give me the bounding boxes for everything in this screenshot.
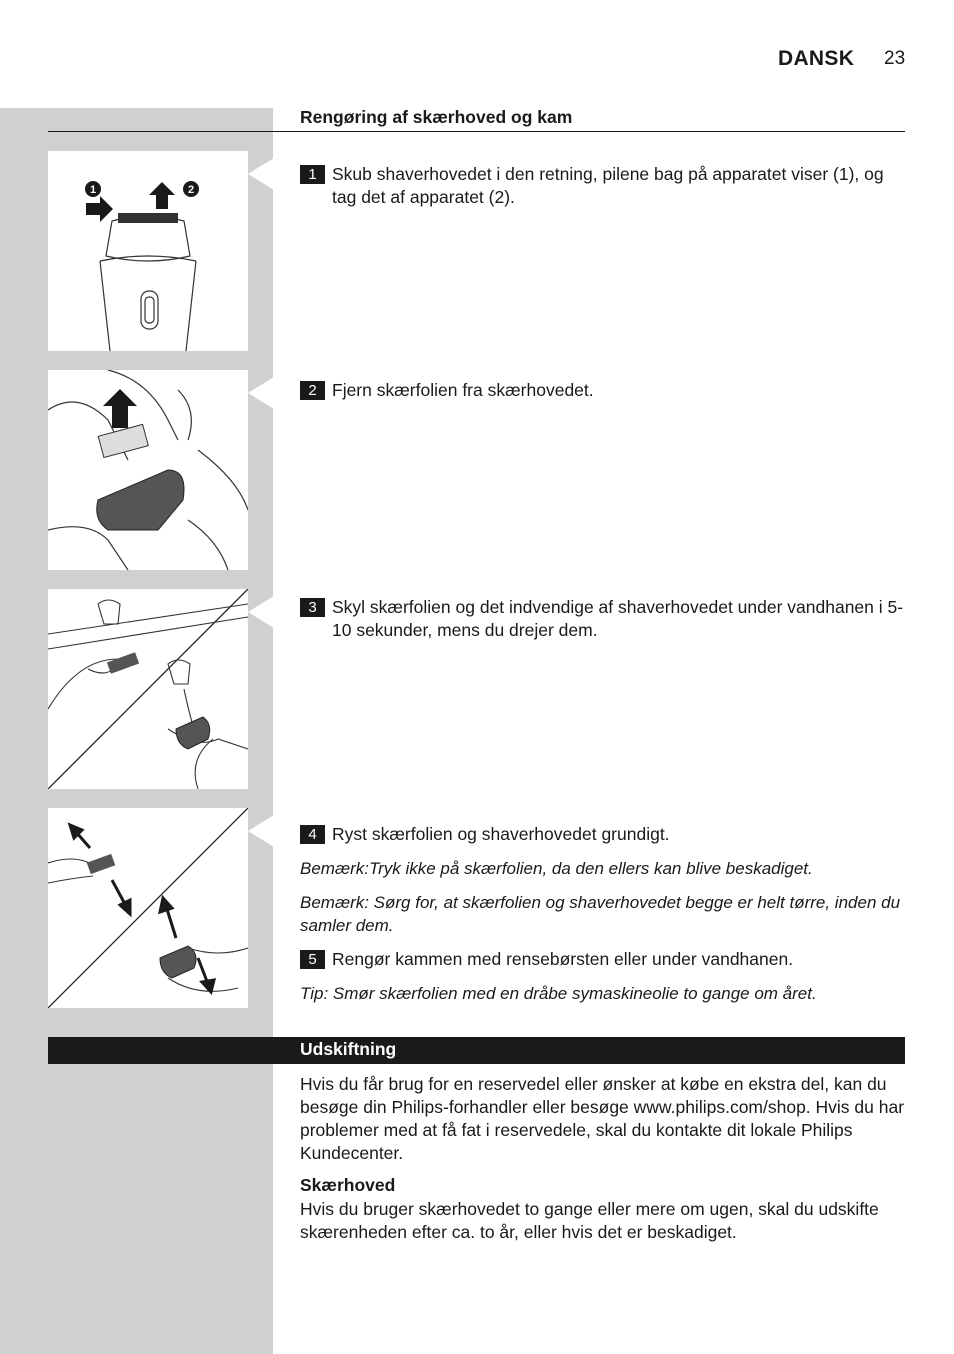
- note-dry-before-assembly: Bemærk: Sørg for, at skærfolien og shaverhovedet begge er helt tørre, inden du samler dem.: [300, 893, 901, 935]
- figure-shake-dry: [48, 808, 248, 1008]
- badge-2-label: 2: [187, 184, 195, 196]
- note-do-not-press-foil: Bemærk:Tryk ikke på skærfolien, da den ellers kan blive beskadiget.: [300, 859, 813, 878]
- header-language: DANSK: [778, 47, 855, 70]
- arrow-up-icon: [103, 389, 137, 428]
- arrow-right-icon: [86, 196, 113, 222]
- badge-1-label: 1: [89, 184, 97, 196]
- replacement-intro: Hvis du får brug for en reservedel eller ønsker at købe en ekstra del, kan du besøge din Philips-forhandler eller besøge www.philips.com/shop. Hvis du har problemer med at få fat i reservedele, skal du kontakte dit lokale Philips Kundecenter.: [300, 1074, 905, 1163]
- step-text: Skub shaverhovedet i den retning, pilene bag på apparatet viser (1), og tag det af apparatet (2).: [332, 164, 884, 207]
- tip-oil: Tip: Smør skærfolien med en dråbe symaskineolie to gange om året.: [300, 984, 817, 1003]
- step-text: Ryst skærfolien og shaverhovedet grundigt.: [332, 824, 670, 844]
- section-divider: [48, 131, 905, 132]
- figure-remove-shaving-head: [48, 151, 248, 351]
- section-bar-replacement: [48, 1037, 905, 1064]
- step-text: Skyl skærfolien og det indvendige af shaverhovedet under vandhanen i 5-10 sekunder, mens du drejer dem.: [332, 597, 904, 640]
- step-2: [300, 379, 905, 402]
- arrow-up-icon: [149, 182, 175, 209]
- step-number: 4: [300, 825, 325, 844]
- figure-pointer: [248, 815, 274, 847]
- step-number: 2: [300, 381, 325, 400]
- section-title-replacement: Udskiftning: [300, 1039, 397, 1059]
- step-text: Fjern skærfolien fra skærhovedet.: [332, 380, 594, 400]
- shaving-head-text: Hvis du bruger skærhovedet to gange eller mere om ugen, skal du udskifte skærenheden efter ca. to år, eller hvis det er beskadiget.: [300, 1199, 879, 1242]
- step-5: [300, 948, 905, 971]
- step-number: 5: [300, 950, 325, 969]
- figure-pointer: [248, 596, 274, 628]
- figure-pointer: [248, 158, 274, 190]
- step-1: [300, 163, 905, 209]
- page-number: 23: [884, 48, 906, 69]
- step-text: Rengør kammen med rensebørsten eller under vandhanen.: [332, 949, 794, 969]
- step-3: [300, 596, 905, 642]
- step-number: 3: [300, 598, 325, 617]
- figure-pointer: [248, 377, 274, 409]
- step-4: [300, 823, 905, 846]
- step-number: 1: [300, 165, 325, 184]
- figure-remove-foil: [48, 370, 248, 570]
- section-title-cleaning: Rengøring af skærhoved og kam: [300, 107, 573, 127]
- subheading-shaving-head: Skærhoved: [300, 1175, 396, 1195]
- figure-rinse-tap: [48, 589, 248, 789]
